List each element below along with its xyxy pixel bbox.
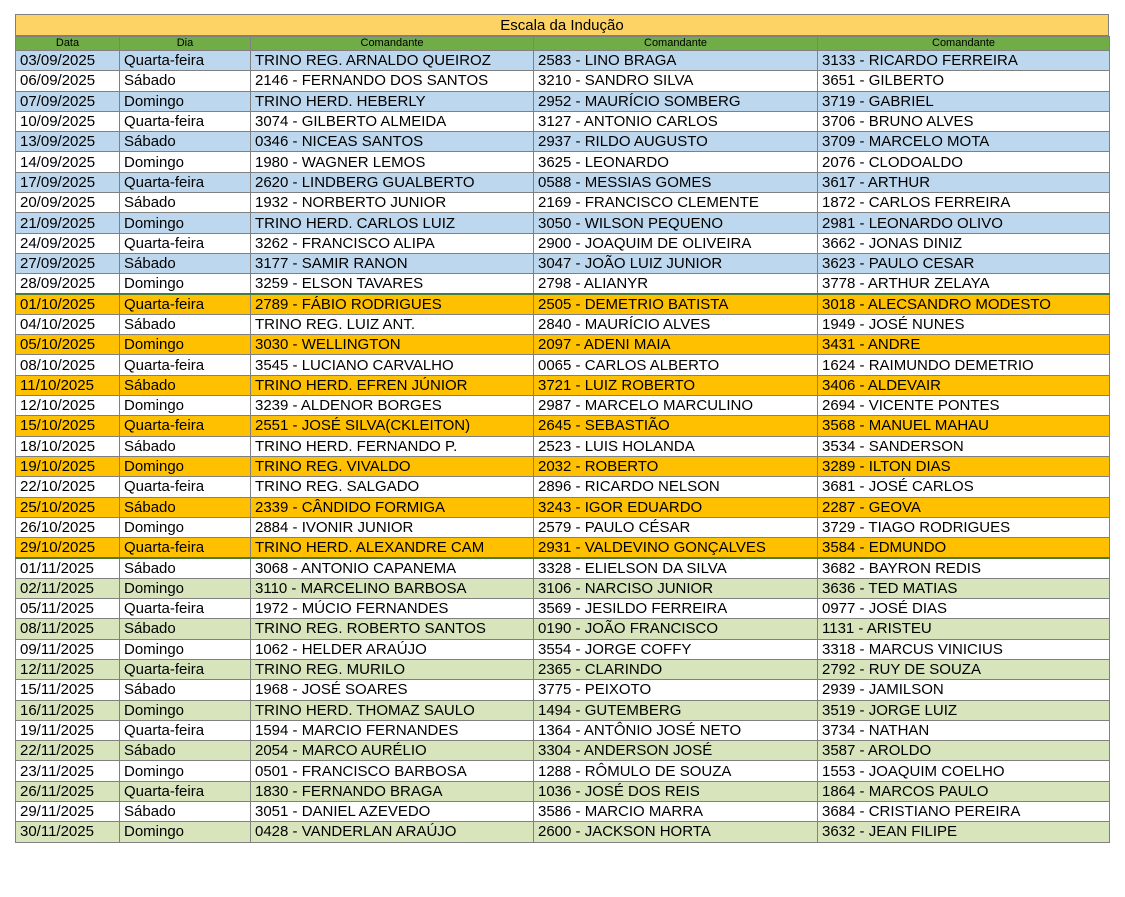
cell-comandante-1: TRINO REG. ARNALDO QUEIROZ <box>251 51 534 71</box>
cell-date: 07/09/2025 <box>16 91 120 111</box>
cell-comandante-1: TRINO REG. SALGADO <box>251 477 534 497</box>
cell-weekday: Quarta-feira <box>120 659 251 679</box>
cell-comandante-1: 3110 - MARCELINO BARBOSA <box>251 578 534 598</box>
cell-date: 14/09/2025 <box>16 152 120 172</box>
cell-weekday: Domingo <box>120 396 251 416</box>
cell-weekday: Quarta-feira <box>120 172 251 192</box>
sheet-title: Escala da Indução <box>15 14 1109 36</box>
cell-comandante-1: 1062 - HELDER ARAÚJO <box>251 639 534 659</box>
cell-weekday: Quarta-feira <box>120 477 251 497</box>
cell-comandante-3: 2792 - RUY DE SOUZA <box>818 659 1110 679</box>
table-row <box>16 497 1110 517</box>
cell-weekday: Sábado <box>120 193 251 213</box>
table-row <box>16 639 1110 659</box>
cell-comandante-3: 0977 - JOSÉ DIAS <box>818 599 1110 619</box>
cell-comandante-1: TRINO HERD. FERNANDO P. <box>251 436 534 456</box>
cell-date: 26/10/2025 <box>16 517 120 537</box>
cell-comandante-2: 3243 - IGOR EDUARDO <box>534 497 818 517</box>
cell-date: 04/10/2025 <box>16 314 120 334</box>
cell-comandante-2: 1494 - GUTEMBERG <box>534 700 818 720</box>
cell-comandante-3: 3734 - NATHAN <box>818 720 1110 740</box>
cell-comandante-3: 3318 - MARCUS VINICIUS <box>818 639 1110 659</box>
cell-date: 29/11/2025 <box>16 801 120 821</box>
cell-date: 11/10/2025 <box>16 375 120 395</box>
cell-comandante-2: 3127 - ANTONIO CARLOS <box>534 111 818 131</box>
cell-comandante-2: 3721 - LUIZ ROBERTO <box>534 375 818 395</box>
cell-weekday: Quarta-feira <box>120 111 251 131</box>
table-row <box>16 436 1110 456</box>
cell-comandante-3: 3519 - JORGE LUIZ <box>818 700 1110 720</box>
cell-comandante-1: 2789 - FÁBIO RODRIGUES <box>251 294 534 314</box>
cell-date: 08/11/2025 <box>16 619 120 639</box>
cell-comandante-3: 3587 - AROLDO <box>818 741 1110 761</box>
header-comandante-1: Comandante <box>251 37 534 51</box>
cell-comandante-1: 2146 - FERNANDO DOS SANTOS <box>251 71 534 91</box>
table-row <box>16 538 1110 558</box>
cell-comandante-1: 2339 - CÂNDIDO FORMIGA <box>251 497 534 517</box>
cell-comandante-2: 2645 - SEBASTIÃO <box>534 416 818 436</box>
cell-comandante-3: 3709 - MARCELO MOTA <box>818 132 1110 152</box>
table-row <box>16 700 1110 720</box>
cell-weekday: Sábado <box>120 71 251 91</box>
cell-comandante-2: 2169 - FRANCISCO CLEMENTE <box>534 193 818 213</box>
cell-date: 29/10/2025 <box>16 538 120 558</box>
cell-comandante-3: 2981 - LEONARDO OLIVO <box>818 213 1110 233</box>
cell-weekday: Quarta-feira <box>120 781 251 801</box>
cell-comandante-1: 1980 - WAGNER LEMOS <box>251 152 534 172</box>
cell-comandante-1: 3068 - ANTONIO CAPANEMA <box>251 558 534 578</box>
table-row <box>16 659 1110 679</box>
cell-comandante-1: 2884 - IVONIR JUNIOR <box>251 517 534 537</box>
cell-comandante-2: 3775 - PEIXOTO <box>534 680 818 700</box>
table-row <box>16 761 1110 781</box>
cell-date: 08/10/2025 <box>16 355 120 375</box>
table-row <box>16 253 1110 273</box>
cell-date: 01/10/2025 <box>16 294 120 314</box>
cell-comandante-3: 3682 - BAYRON REDIS <box>818 558 1110 578</box>
cell-date: 15/11/2025 <box>16 680 120 700</box>
cell-comandante-3: 3681 - JOSÉ CARLOS <box>818 477 1110 497</box>
cell-comandante-1: 3239 - ALDENOR BORGES <box>251 396 534 416</box>
cell-comandante-2: 1036 - JOSÉ DOS REIS <box>534 781 818 801</box>
cell-weekday: Sábado <box>120 741 251 761</box>
cell-comandante-1: TRINO HERD. EFREN JÚNIOR <box>251 375 534 395</box>
cell-comandante-1: 2551 - JOSÉ SILVA(CKLEITON) <box>251 416 534 436</box>
cell-date: 05/10/2025 <box>16 335 120 355</box>
cell-comandante-1: TRINO HERD. ALEXANDRE CAM <box>251 538 534 558</box>
cell-comandante-1: 0501 - FRANCISCO BARBOSA <box>251 761 534 781</box>
cell-date: 19/10/2025 <box>16 456 120 476</box>
cell-comandante-2: 2840 - MAURÍCIO ALVES <box>534 314 818 334</box>
cell-comandante-1: 1932 - NORBERTO JUNIOR <box>251 193 534 213</box>
cell-comandante-3: 3729 - TIAGO RODRIGUES <box>818 517 1110 537</box>
cell-comandante-3: 1553 - JOAQUIM COELHO <box>818 761 1110 781</box>
cell-weekday: Quarta-feira <box>120 599 251 619</box>
header-dia: Dia <box>120 37 251 51</box>
cell-comandante-3: 1949 - JOSÉ NUNES <box>818 314 1110 334</box>
cell-comandante-2: 1364 - ANTÔNIO JOSÉ NETO <box>534 720 818 740</box>
cell-comandante-3: 3018 - ALECSANDRO MODESTO <box>818 294 1110 314</box>
cell-comandante-1: 3259 - ELSON TAVARES <box>251 274 534 294</box>
cell-date: 12/10/2025 <box>16 396 120 416</box>
cell-comandante-2: 1288 - RÔMULO DE SOUZA <box>534 761 818 781</box>
cell-comandante-3: 3534 - SANDERSON <box>818 436 1110 456</box>
cell-comandante-2: 3106 - NARCISO JUNIOR <box>534 578 818 598</box>
cell-comandante-3: 1624 - RAIMUNDO DEMETRIO <box>818 355 1110 375</box>
cell-comandante-3: 3617 - ARTHUR <box>818 172 1110 192</box>
cell-comandante-1: TRINO HERD. THOMAZ SAULO <box>251 700 534 720</box>
cell-weekday: Domingo <box>120 578 251 598</box>
cell-date: 25/10/2025 <box>16 497 120 517</box>
cell-weekday: Quarta-feira <box>120 416 251 436</box>
cell-date: 30/11/2025 <box>16 822 120 842</box>
schedule-body <box>16 51 1110 843</box>
cell-date: 15/10/2025 <box>16 416 120 436</box>
table-row <box>16 294 1110 314</box>
table-row <box>16 213 1110 233</box>
table-row <box>16 91 1110 111</box>
cell-comandante-2: 2931 - VALDEVINO GONÇALVES <box>534 538 818 558</box>
header-data: Data <box>16 37 120 51</box>
cell-comandante-2: 2896 - RICARDO NELSON <box>534 477 818 497</box>
cell-weekday: Domingo <box>120 335 251 355</box>
cell-comandante-3: 2939 - JAMILSON <box>818 680 1110 700</box>
cell-date: 01/11/2025 <box>16 558 120 578</box>
cell-comandante-1: 1830 - FERNANDO BRAGA <box>251 781 534 801</box>
cell-weekday: Sábado <box>120 436 251 456</box>
cell-date: 22/10/2025 <box>16 477 120 497</box>
cell-date: 06/09/2025 <box>16 71 120 91</box>
cell-weekday: Domingo <box>120 639 251 659</box>
cell-comandante-2: 2505 - DEMETRIO BATISTA <box>534 294 818 314</box>
table-row <box>16 578 1110 598</box>
cell-comandante-3: 3706 - BRUNO ALVES <box>818 111 1110 131</box>
cell-comandante-2: 3050 - WILSON PEQUENO <box>534 213 818 233</box>
cell-comandante-3: 3584 - EDMUNDO <box>818 538 1110 558</box>
cell-weekday: Domingo <box>120 152 251 172</box>
cell-weekday: Sábado <box>120 314 251 334</box>
table-row <box>16 456 1110 476</box>
cell-weekday: Domingo <box>120 213 251 233</box>
cell-comandante-3: 2076 - CLODOALDO <box>818 152 1110 172</box>
cell-comandante-2: 2032 - ROBERTO <box>534 456 818 476</box>
cell-weekday: Sábado <box>120 375 251 395</box>
cell-comandante-1: TRINO REG. LUIZ ANT. <box>251 314 534 334</box>
cell-date: 12/11/2025 <box>16 659 120 679</box>
cell-weekday: Sábado <box>120 253 251 273</box>
table-row <box>16 599 1110 619</box>
cell-weekday: Quarta-feira <box>120 233 251 253</box>
cell-comandante-2: 2798 - ALIANYR <box>534 274 818 294</box>
cell-comandante-2: 2523 - LUIS HOLANDA <box>534 436 818 456</box>
cell-comandante-3: 3684 - CRISTIANO PEREIRA <box>818 801 1110 821</box>
cell-comandante-3: 3623 - PAULO CESAR <box>818 253 1110 273</box>
cell-comandante-1: 3177 - SAMIR RANON <box>251 253 534 273</box>
table-row <box>16 517 1110 537</box>
header-comandante-3: Comandante <box>818 37 1110 51</box>
cell-weekday: Domingo <box>120 456 251 476</box>
cell-weekday: Domingo <box>120 517 251 537</box>
table-row <box>16 720 1110 740</box>
cell-comandante-2: 0190 - JOÃO FRANCISCO <box>534 619 818 639</box>
cell-date: 26/11/2025 <box>16 781 120 801</box>
cell-date: 27/09/2025 <box>16 253 120 273</box>
cell-comandante-1: 0428 - VANDERLAN ARAÚJO <box>251 822 534 842</box>
cell-comandante-2: 2600 - JACKSON HORTA <box>534 822 818 842</box>
cell-weekday: Quarta-feira <box>120 538 251 558</box>
table-row <box>16 193 1110 213</box>
cell-comandante-3: 3133 - RICARDO FERREIRA <box>818 51 1110 71</box>
cell-comandante-1: TRINO REG. ROBERTO SANTOS <box>251 619 534 639</box>
cell-comandante-2: 3047 - JOÃO LUIZ JUNIOR <box>534 253 818 273</box>
table-row <box>16 416 1110 436</box>
cell-comandante-2: 3586 - MARCIO MARRA <box>534 801 818 821</box>
cell-comandante-1: 2620 - LINDBERG GUALBERTO <box>251 172 534 192</box>
cell-comandante-2: 2952 - MAURÍCIO SOMBERG <box>534 91 818 111</box>
cell-weekday: Sábado <box>120 680 251 700</box>
table-row <box>16 558 1110 578</box>
table-row <box>16 71 1110 91</box>
cell-date: 20/09/2025 <box>16 193 120 213</box>
cell-date: 03/09/2025 <box>16 51 120 71</box>
cell-comandante-2: 2579 - PAULO CÉSAR <box>534 517 818 537</box>
table-row <box>16 274 1110 294</box>
cell-date: 19/11/2025 <box>16 720 120 740</box>
cell-date: 21/09/2025 <box>16 213 120 233</box>
cell-date: 16/11/2025 <box>16 700 120 720</box>
cell-comandante-3: 3719 - GABRIEL <box>818 91 1110 111</box>
cell-comandante-3: 3431 - ANDRE <box>818 335 1110 355</box>
table-row <box>16 355 1110 375</box>
table-row <box>16 801 1110 821</box>
cell-comandante-3: 2694 - VICENTE PONTES <box>818 396 1110 416</box>
table-row <box>16 619 1110 639</box>
cell-date: 22/11/2025 <box>16 741 120 761</box>
cell-comandante-2: 3304 - ANDERSON JOSÉ <box>534 741 818 761</box>
cell-weekday: Sábado <box>120 497 251 517</box>
cell-comandante-1: 3074 - GILBERTO ALMEIDA <box>251 111 534 131</box>
cell-comandante-1: TRINO HERD. CARLOS LUIZ <box>251 213 534 233</box>
cell-comandante-2: 2987 - MARCELO MARCULINO <box>534 396 818 416</box>
cell-comandante-3: 3289 - ILTON DIAS <box>818 456 1110 476</box>
cell-comandante-1: 2054 - MARCO AURÉLIO <box>251 741 534 761</box>
cell-comandante-2: 2900 - JOAQUIM DE OLIVEIRA <box>534 233 818 253</box>
cell-comandante-2: 3625 - LEONARDO <box>534 152 818 172</box>
cell-weekday: Domingo <box>120 91 251 111</box>
cell-weekday: Domingo <box>120 700 251 720</box>
cell-weekday: Domingo <box>120 822 251 842</box>
cell-comandante-2: 0065 - CARLOS ALBERTO <box>534 355 818 375</box>
cell-comandante-3: 3636 - TED MATIAS <box>818 578 1110 598</box>
cell-comandante-3: 3632 - JEAN FILIPE <box>818 822 1110 842</box>
cell-weekday: Sábado <box>120 619 251 639</box>
cell-weekday: Quarta-feira <box>120 355 251 375</box>
table-row <box>16 233 1110 253</box>
cell-comandante-2: 2365 - CLARINDO <box>534 659 818 679</box>
cell-comandante-1: 3030 - WELLINGTON <box>251 335 534 355</box>
cell-date: 05/11/2025 <box>16 599 120 619</box>
cell-comandante-1: 3545 - LUCIANO CARVALHO <box>251 355 534 375</box>
cell-weekday: Sábado <box>120 132 251 152</box>
cell-comandante-1: 0346 - NICEAS SANTOS <box>251 132 534 152</box>
cell-date: 24/09/2025 <box>16 233 120 253</box>
schedule-table <box>15 36 1110 843</box>
cell-weekday: Quarta-feira <box>120 51 251 71</box>
table-row <box>16 314 1110 334</box>
table-row <box>16 51 1110 71</box>
table-row <box>16 477 1110 497</box>
cell-comandante-1: TRINO REG. VIVALDO <box>251 456 534 476</box>
table-row <box>16 781 1110 801</box>
table-row <box>16 822 1110 842</box>
cell-comandante-3: 3778 - ARTHUR ZELAYA <box>818 274 1110 294</box>
header-row <box>16 37 1110 51</box>
cell-comandante-2: 0588 - MESSIAS GOMES <box>534 172 818 192</box>
cell-weekday: Domingo <box>120 274 251 294</box>
cell-comandante-3: 1864 - MARCOS PAULO <box>818 781 1110 801</box>
table-row <box>16 132 1110 152</box>
cell-comandante-1: 1594 - MARCIO FERNANDES <box>251 720 534 740</box>
cell-weekday: Quarta-feira <box>120 294 251 314</box>
table-row <box>16 741 1110 761</box>
table-row <box>16 172 1110 192</box>
cell-comandante-1: 3051 - DANIEL AZEVEDO <box>251 801 534 821</box>
cell-comandante-3: 1131 - ARISTEU <box>818 619 1110 639</box>
header-comandante-2: Comandante <box>534 37 818 51</box>
cell-comandante-2: 2097 - ADENI MAIA <box>534 335 818 355</box>
table-row <box>16 152 1110 172</box>
cell-comandante-1: TRINO REG. MURILO <box>251 659 534 679</box>
cell-date: 17/09/2025 <box>16 172 120 192</box>
table-row <box>16 375 1110 395</box>
cell-weekday: Quarta-feira <box>120 720 251 740</box>
cell-comandante-1: 1968 - JOSÉ SOARES <box>251 680 534 700</box>
cell-comandante-3: 2287 - GEOVA <box>818 497 1110 517</box>
table-row <box>16 111 1110 131</box>
cell-date: 13/09/2025 <box>16 132 120 152</box>
table-row <box>16 335 1110 355</box>
cell-comandante-2: 3210 - SANDRO SILVA <box>534 71 818 91</box>
cell-comandante-2: 2583 - LINO BRAGA <box>534 51 818 71</box>
cell-comandante-1: 1972 - MÚCIO FERNANDES <box>251 599 534 619</box>
cell-weekday: Sábado <box>120 801 251 821</box>
cell-date: 28/09/2025 <box>16 274 120 294</box>
cell-date: 09/11/2025 <box>16 639 120 659</box>
cell-comandante-2: 3554 - JORGE COFFY <box>534 639 818 659</box>
cell-comandante-3: 1872 - CARLOS FERREIRA <box>818 193 1110 213</box>
cell-date: 10/09/2025 <box>16 111 120 131</box>
table-row <box>16 396 1110 416</box>
cell-comandante-3: 3568 - MANUEL MAHAU <box>818 416 1110 436</box>
cell-comandante-2: 2937 - RILDO AUGUSTO <box>534 132 818 152</box>
cell-comandante-3: 3406 - ALDEVAIR <box>818 375 1110 395</box>
cell-date: 18/10/2025 <box>16 436 120 456</box>
cell-comandante-1: 3262 - FRANCISCO ALIPA <box>251 233 534 253</box>
cell-date: 02/11/2025 <box>16 578 120 598</box>
schedule-sheet <box>15 14 1109 843</box>
cell-weekday: Sábado <box>120 558 251 578</box>
cell-comandante-3: 3651 - GILBERTO <box>818 71 1110 91</box>
cell-date: 23/11/2025 <box>16 761 120 781</box>
cell-comandante-3: 3662 - JONAS DINIZ <box>818 233 1110 253</box>
cell-comandante-2: 3328 - ELIELSON DA SILVA <box>534 558 818 578</box>
table-row <box>16 680 1110 700</box>
cell-comandante-2: 3569 - JESILDO FERREIRA <box>534 599 818 619</box>
cell-comandante-1: TRINO HERD. HEBERLY <box>251 91 534 111</box>
cell-weekday: Domingo <box>120 761 251 781</box>
